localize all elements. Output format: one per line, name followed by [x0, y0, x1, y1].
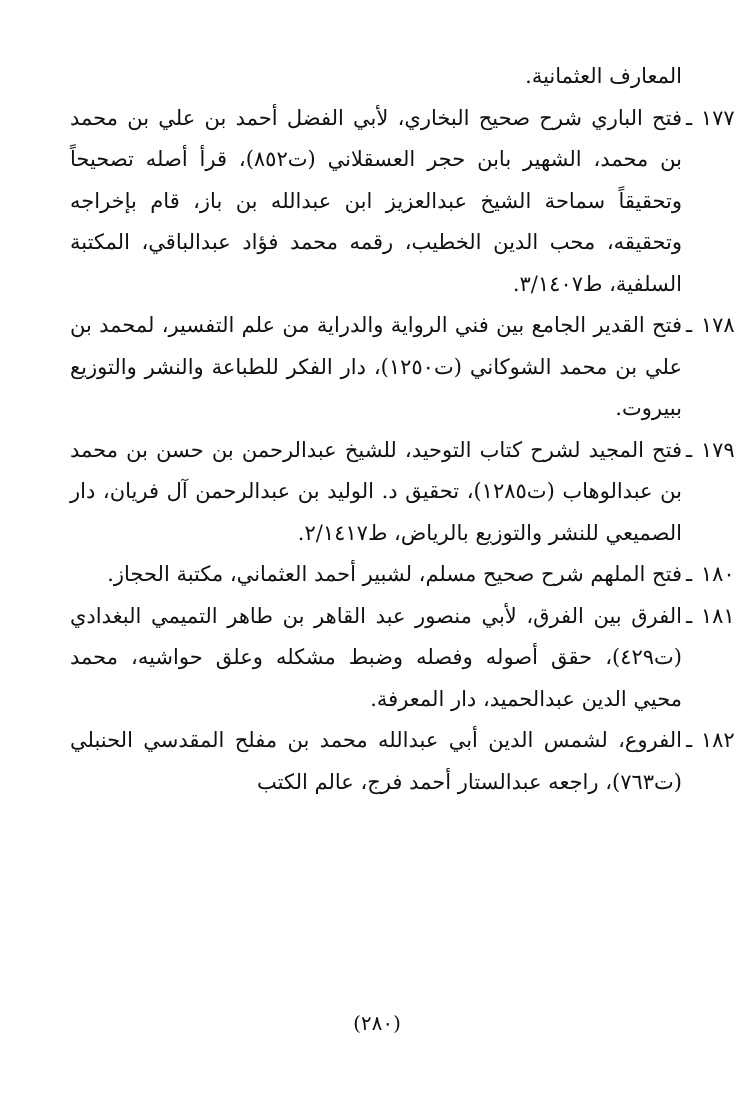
bibliography-entry-181: [70, 596, 735, 721]
continuation-line: المعارف العثمانية.: [525, 64, 682, 88]
entry-number: ١٨١ ـ: [686, 603, 735, 628]
entry-number: ١٨٠ ـ: [686, 562, 735, 586]
entry-number: ١٧٩ ـ: [686, 437, 735, 462]
bibliography-entry-178: [70, 305, 735, 430]
entry-text: فتح الباري شرح صحيح البخاري، لأبي الفضل أحمد بن علي بن محمد بن محمد، الشهير بابن حجر العسقلاني (ت٨٥٢)، قرأ أصله تصحيحاً وتحقيقاً سماحة الشيخ عبدالعزيز ابن عبدالله بن باز، قام بإخراجه وتحقيقه، محب الدين الخطيب، رقمه محمد فؤاد عبدالباقي، المكتبة السلفية، ط٣/١٤٠٧.: [70, 105, 682, 296]
entry-text: الفرق بين الفرق، لأبي منصور عبد القاهر بن طاهر التميمي البغدادي (ت٤٢٩)، حقق أصوله وفصله وضبط مشكله وعلق حواشيه، محمد محيي الدين عبدالحميد، دار المعرفة.: [70, 603, 682, 711]
bibliography-list: [70, 56, 735, 803]
entry-text: فتح الملهم شرح صحيح مسلم، لشبير أحمد العثماني، مكتبة الحجاز.: [107, 562, 682, 586]
entry-text: فتح القدير الجامع بين فني الرواية والدراية من علم التفسير، لمحمد بن علي بن محمد الشوكاني (ت١٢٥٠)، دار الفكر للطباعة والنشر والتوزيع ببيروت.: [70, 313, 682, 420]
entry-number: ١٨٢ ـ: [686, 728, 735, 752]
bibliography-entry-179: [70, 430, 735, 555]
entry-number: ١٧٧ ـ: [686, 105, 735, 130]
entry-number: ١٧٨ ـ: [686, 313, 735, 337]
page-number: (٢٨٠): [353, 1011, 401, 1035]
bibliography-entry-182: [70, 720, 735, 803]
bibliography-entry-177: [70, 98, 735, 306]
entry-text: فتح المجيد لشرح كتاب التوحيد، للشيخ عبدالرحمن بن حسن بن محمد بن عبدالوهاب (ت١٢٨٥)، تحقيق د. الوليد بن عبدالرحمن آل فريان، دار الصميعي للنشر والتوزيع بالرياض، ط٢/١٤١٧.: [70, 437, 683, 545]
entry-text: الفروع، لشمس الدين أبي عبدالله محمد بن مفلح المقدسي الحنبلي (ت٧٦٣)، راجعه عبدالستار أحمد فرج، عالم الكتب: [70, 728, 682, 794]
bibliography-entry-180: [70, 554, 735, 596]
